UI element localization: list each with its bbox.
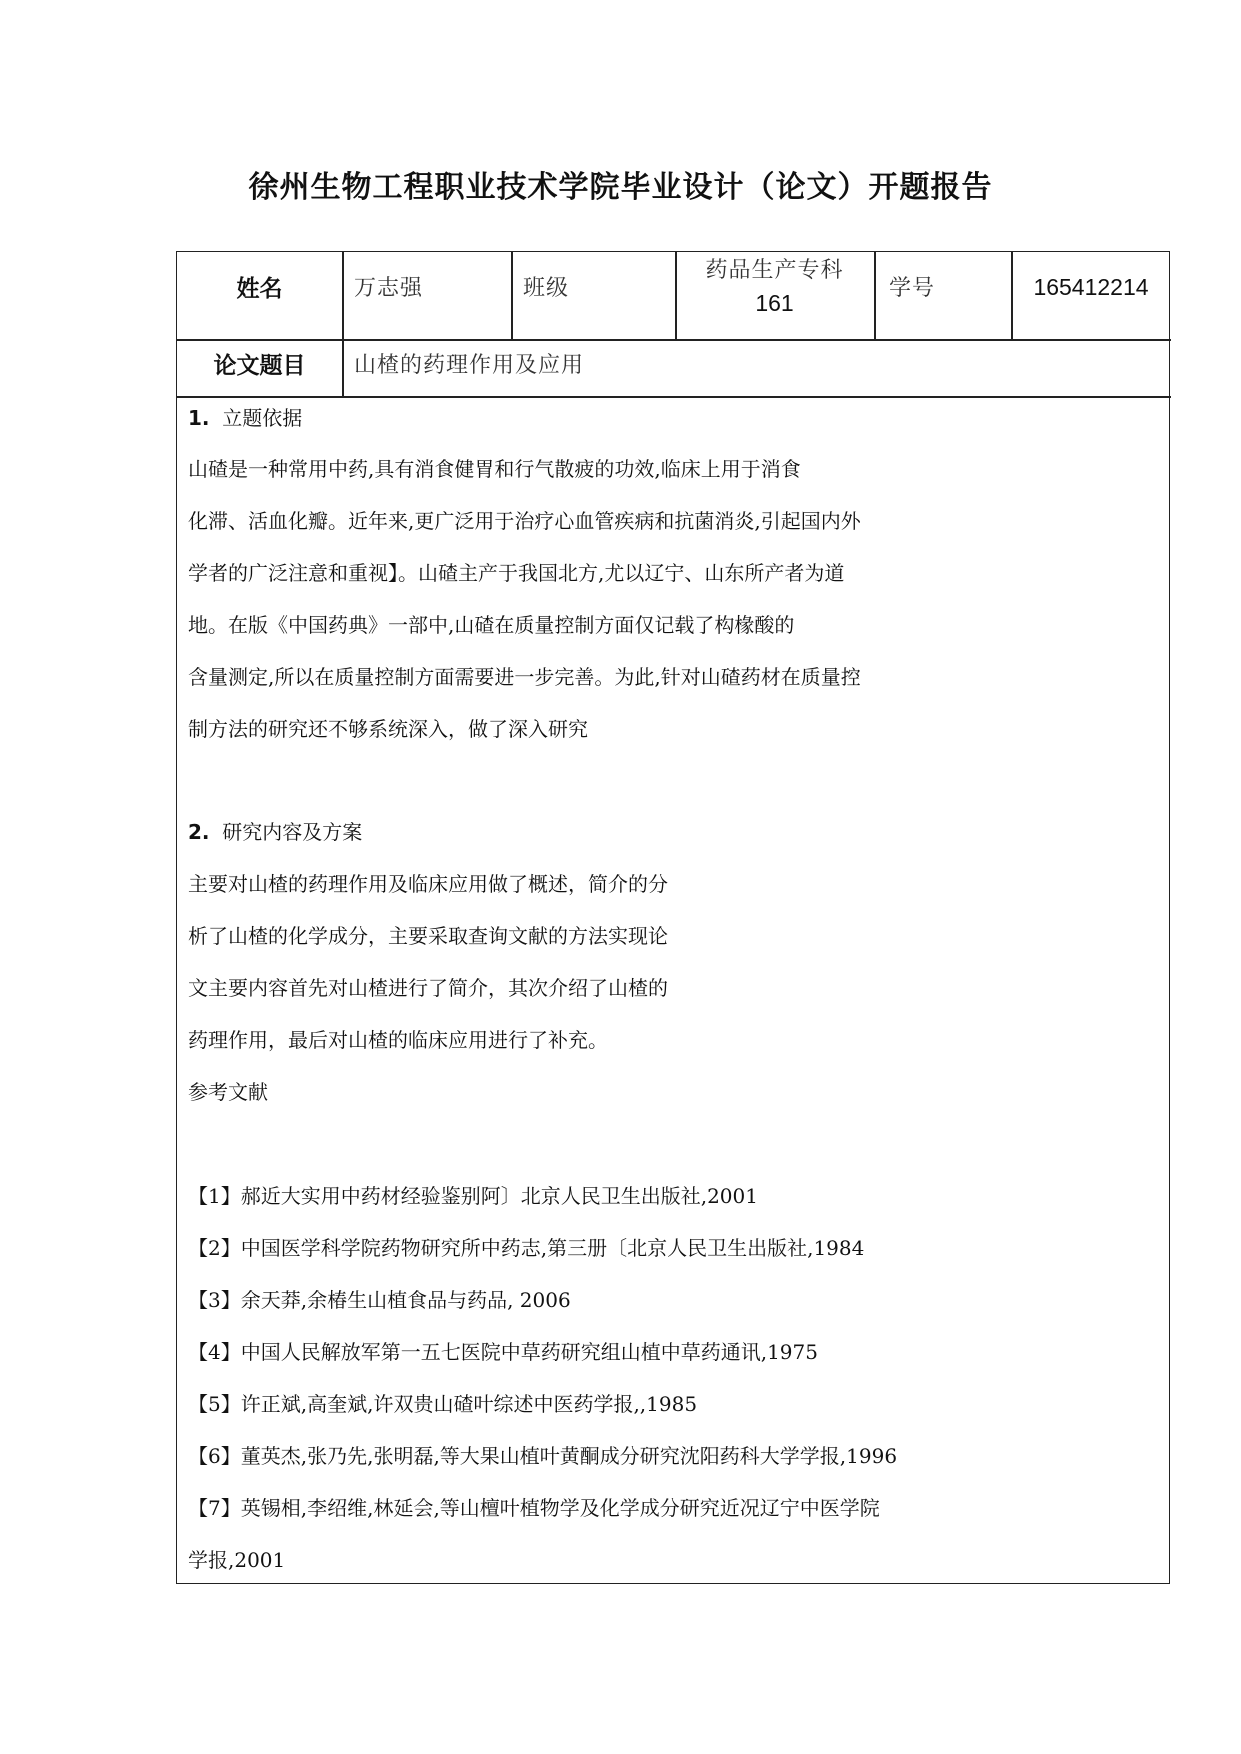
- section2-title: 研究内容及方案: [222, 820, 363, 844]
- row-divider-2: [177, 396, 1171, 398]
- reference-item: 【2】中国医学科学院药物研究所中药志,第三册〔北京人民卫生出版社,1984: [188, 1236, 865, 1260]
- section1-line: 制方法的研究还不够系统深入，做了深入研究: [188, 717, 588, 741]
- class-value-line2: 161: [755, 290, 794, 316]
- section1-line: 学者的广泛注意和重视】。山碴主产于我国北方,尤以辽宁、山东所产者为道: [188, 561, 845, 585]
- class-value-line1: 药品生产专科: [705, 258, 844, 283]
- name-value: 万志强: [354, 276, 424, 301]
- topic-label: 论文题目: [213, 353, 306, 379]
- reference-item: 【6】董英杰,张乃先,张明磊,等大果山植叶黄酮成分研究沈阳药科大学学报,1996: [188, 1444, 898, 1468]
- proposal-form-table: [176, 251, 1170, 1584]
- section1-title: 立题依据: [222, 406, 303, 430]
- section2-line: 主要对山楂的药理作用及临床应用做了概述，简介的分: [188, 872, 668, 896]
- student-id-value: 165412214: [1033, 274, 1149, 300]
- section2-number: 2.: [188, 820, 210, 844]
- student-id-label: 学号: [889, 276, 936, 301]
- reference-item: 【3】余天莽,余椿生山植食品与药品, 2006: [188, 1288, 571, 1312]
- section1-line: 含量测定,所以在质量控制方面需要进一步完善。为此,针对山碴药材在质量控: [188, 665, 861, 689]
- class-label: 班级: [523, 276, 570, 301]
- section1-line: 地。在版《中国药典》一部中,山碴在质量控制方面仅记载了构椽酸的: [188, 613, 795, 637]
- section2-heading: [188, 816, 362, 845]
- col-divider-1: [342, 252, 344, 397]
- col-divider-2: [511, 252, 513, 340]
- reference-item: 学报,2001: [188, 1548, 286, 1572]
- section1-heading: [188, 402, 302, 431]
- topic-value: 山楂的药理作用及应用: [354, 353, 585, 378]
- section2-line: 文主要内容首先对山楂进行了简介，其次介绍了山楂的: [188, 976, 668, 1000]
- row-divider-1: [177, 339, 1171, 341]
- references-heading: 参考文献: [188, 1080, 268, 1104]
- document-title: 徐州生物工程职业技术学院毕业设计（论文）开题报告: [248, 170, 993, 205]
- reference-item: 【4】中国人民解放军第一五七医院中草药研究组山植中草药通讯,1975: [188, 1340, 818, 1364]
- section2-line: 析了山楂的化学成分，主要采取查询文献的方法实现论: [188, 924, 668, 948]
- name-label: 姓名: [236, 276, 283, 302]
- section2-line: 药理作用，最后对山楂的临床应用进行了补充。: [188, 1028, 608, 1052]
- reference-item: 【1】郝近大实用中药材经验鉴别阿〕北京人民卫生出版社,2001: [188, 1184, 758, 1208]
- section1-line: 山碴是一种常用中药,具有消食健胃和行气散疲的功效,临床上用于消食: [188, 457, 801, 481]
- col-divider-4: [874, 252, 876, 340]
- reference-item: 【7】英锡相,李绍维,林延会,等山檀叶植物学及化学成分研究近况辽宁中医学院: [188, 1496, 880, 1520]
- section1-number: 1.: [188, 406, 210, 430]
- reference-item: 【5】许正斌,高奎斌,许双贵山碴叶综述中医药学报,,1985: [188, 1392, 698, 1416]
- section1-line: 化滞、活血化瓣。近年来,更广泛用于治疗心血管疾病和抗菌消炎,引起国内外: [188, 509, 861, 533]
